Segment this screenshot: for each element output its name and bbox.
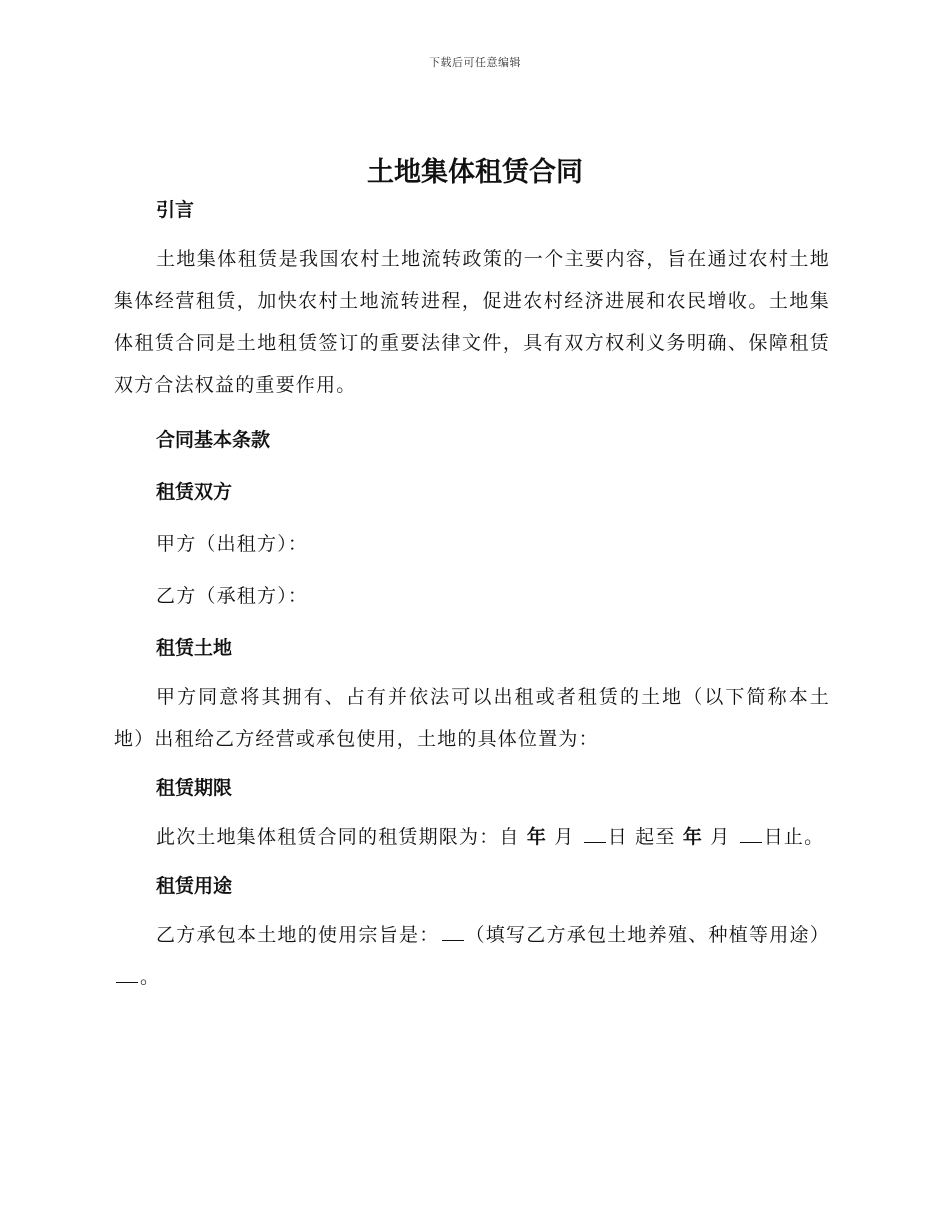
term-year-1: 年	[526, 826, 548, 848]
purpose-text-middle: （填写乙方承包土地养殖、种植等用途）	[465, 924, 830, 946]
party-a-field: 甲方（出租方）：	[156, 533, 309, 555]
purpose-paragraph	[114, 914, 830, 998]
term-day-blank-1	[584, 824, 606, 843]
term-month-1: 月	[547, 826, 582, 848]
document-title: 土地集体租赁合同	[367, 157, 583, 188]
section-heading-term: 租赁期限	[156, 777, 233, 799]
term-month-2: 月	[703, 826, 738, 848]
land-paragraph: 甲方同意将其拥有、占有并依法可以出租或者租赁的土地（以下简称本土地）出租给乙方经营或承包使用，土地的具体位置为：	[114, 686, 830, 750]
header-note: 下载后可任意编辑	[429, 56, 521, 69]
term-paragraph	[114, 816, 830, 858]
section-heading-land: 租赁土地	[156, 637, 233, 659]
section-heading-basic-terms: 合同基本条款	[156, 429, 271, 451]
intro-paragraph: 土地集体租赁是我国农村土地流转政策的一个主要内容，旨在通过农村土地集体经营租赁，加快农村土地流转进程，促进农村经济进展和农民增收。土地集体租赁合同是土地租赁签订的重要法律文件，具有双方权利义务明确、保障租赁双方合法权益的重要作用。	[114, 248, 830, 396]
purpose-blank-2	[116, 964, 138, 983]
section-heading-purpose: 租赁用途	[156, 875, 233, 897]
section-heading-parties: 租赁双方	[156, 481, 233, 503]
purpose-text-start: 乙方承包本土地的使用宗旨是：	[156, 924, 440, 946]
term-year-2: 年	[682, 826, 704, 848]
purpose-text-end: 。	[140, 966, 161, 988]
term-day-2: 日止。	[763, 826, 825, 848]
term-day-1: 日 起至	[607, 826, 683, 848]
party-b-field: 乙方（承租方）：	[156, 585, 309, 607]
section-heading-intro: 引言	[156, 199, 195, 221]
term-text-start: 此次土地集体租赁合同的租赁期限为：自	[156, 826, 527, 848]
term-day-blank-2	[740, 824, 762, 843]
purpose-blank-1	[442, 922, 464, 941]
document-body	[114, 196, 830, 998]
